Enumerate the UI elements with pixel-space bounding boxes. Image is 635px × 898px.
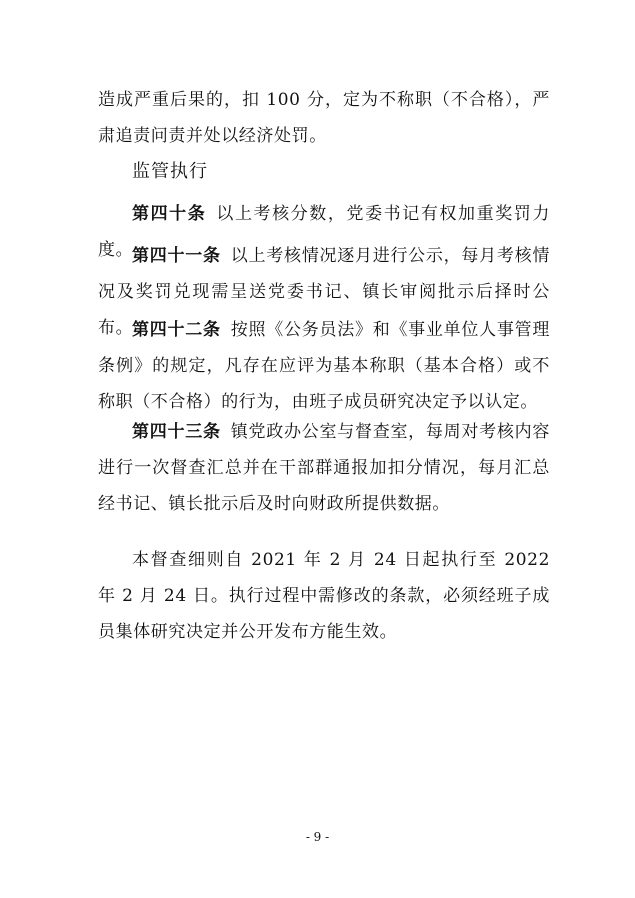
article-42-text: 按照《公务员法》和《事业单位人事管理条例》的规定，凡存在应评为基本称职（基本合格）或不称职（不合格）的行为，由班子成员研究决定予以认定。 [98,320,550,412]
article-42 [98,312,550,420]
article-41-number: 第四十一条 [132,246,221,266]
closing-paragraph: 本督查细则自 2021 年 2 月 24 日起执行至 2022 年 2 月 24 日。执行过程中需修改的条款，必须经班子成员集体研究决定并公开发布方能生效。 [98,550,550,642]
article-43-number: 第四十三条 [132,422,221,442]
page-number: - 9 - [305,830,330,844]
article-40-text: 以上考核分数，党委书记有权加重奖罚力度。 [98,204,550,260]
article-43-text: 镇党政办公室与督查室，每周对考核内容进行一次督查汇总并在干部群通报加扣分情况，每月汇总经书记、镇长批示后及时向财政所提供数据。 [98,422,550,514]
section-heading: 监管执行 [132,161,208,182]
continuation-paragraph: 造成严重后果的，扣 100 分，定为不称职（不合格），严肃追责问责并处以经济处罚。 [98,90,550,146]
article-41-text: 以上考核情况逐月进行公示，每月考核情况及奖罚兑现需呈送党委书记、镇长审阅批示后择时公布。 [98,246,550,338]
article-40-number: 第四十条 [132,204,207,224]
article-42-number: 第四十二条 [132,320,221,340]
article-43 [98,414,550,522]
